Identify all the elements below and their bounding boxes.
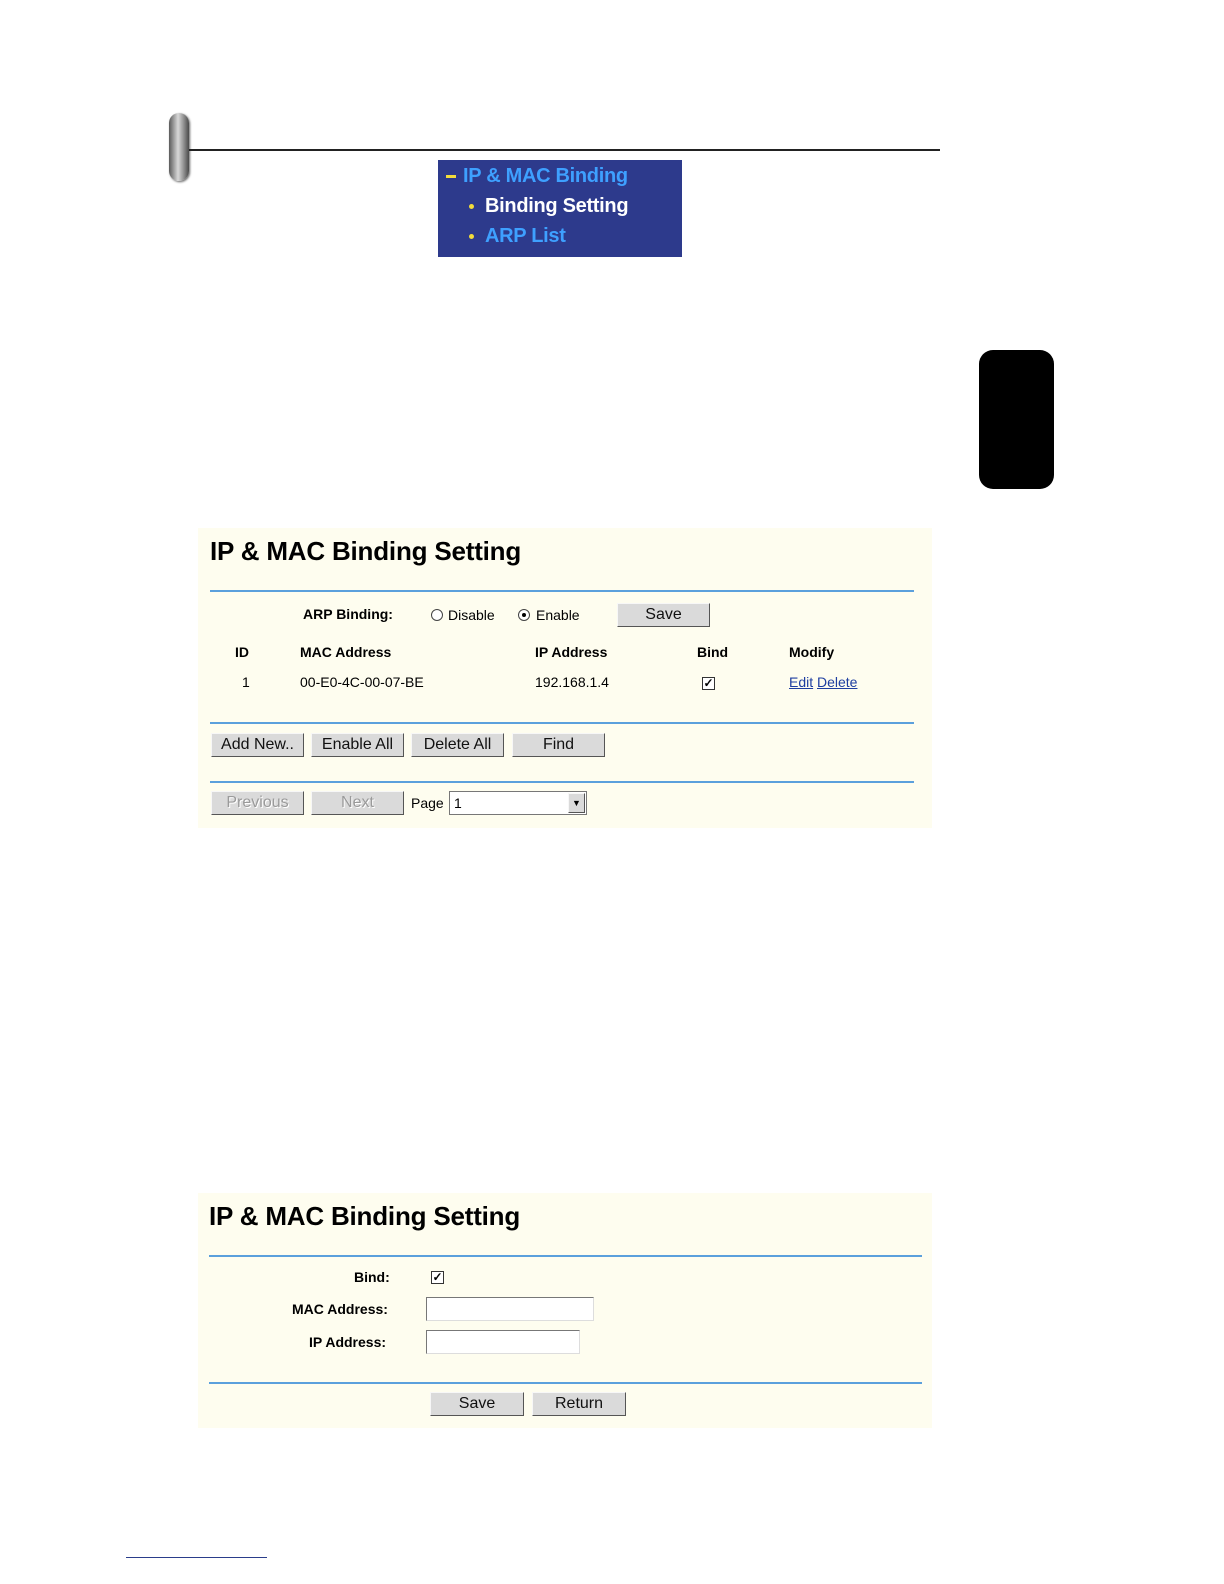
bullet-icon: [469, 204, 474, 209]
ip-address-input[interactable]: [426, 1330, 580, 1354]
dropdown-arrow-icon[interactable]: ▼: [568, 793, 585, 813]
find-button[interactable]: Find: [512, 733, 605, 757]
page-title: IP & MAC Binding Setting: [209, 1201, 521, 1231]
previous-page-button[interactable]: Previous: [211, 791, 304, 815]
column-header-id: ID: [235, 644, 249, 660]
arp-enable-label: Enable: [536, 607, 580, 623]
bullet-icon: [469, 234, 474, 239]
nav-menu: [438, 160, 682, 257]
row-mac-address: 00-E0-4C-00-07-BE: [300, 674, 424, 690]
save-button[interactable]: Save: [430, 1392, 524, 1416]
binding-setting-panel: [198, 528, 932, 828]
row-id: 1: [242, 674, 250, 690]
row-delete-link[interactable]: Delete: [817, 674, 858, 690]
collapse-dash-icon: [446, 175, 456, 178]
divider: [209, 1255, 922, 1257]
mac-address-label: MAC Address:: [292, 1301, 388, 1317]
row-bind-checkbox[interactable]: [702, 677, 715, 690]
row-edit-link[interactable]: Edit: [789, 674, 814, 690]
add-binding-panel: [198, 1193, 932, 1428]
row-ip-address: 192.168.1.4: [535, 674, 609, 690]
checkmark-icon: ✓: [432, 1270, 443, 1284]
column-header-ip: IP Address: [535, 644, 608, 660]
nav-item-label: Binding Setting: [485, 195, 629, 217]
divider: [210, 590, 914, 592]
nav-section-ip-mac-binding[interactable]: [446, 165, 628, 188]
return-button[interactable]: Return: [532, 1392, 626, 1416]
footer-divider: [126, 1557, 267, 1558]
bind-checkbox[interactable]: [431, 1271, 444, 1284]
add-new-button[interactable]: Add New..: [211, 733, 304, 757]
nav-item-label: ARP List: [485, 225, 566, 247]
nav-section-label: IP & MAC Binding: [463, 165, 628, 187]
delete-all-button[interactable]: Delete All: [411, 733, 504, 757]
column-header-bind: Bind: [697, 644, 729, 660]
column-header-mac: MAC Address: [300, 644, 392, 660]
next-page-button[interactable]: Next: [311, 791, 404, 815]
chapter-side-tab: [979, 350, 1054, 489]
divider: [210, 722, 914, 724]
arp-enable-radio[interactable]: [518, 609, 530, 621]
divider: [209, 1382, 922, 1384]
arp-binding-label: ARP Binding:: [303, 606, 393, 622]
page-label: Page: [411, 795, 444, 811]
checkmark-icon: ✓: [703, 676, 714, 690]
header-divider: [189, 149, 940, 151]
arp-disable-label: Disable: [448, 607, 495, 623]
ip-address-label: IP Address:: [309, 1334, 387, 1350]
page-title: IP & MAC Binding Setting: [210, 536, 522, 566]
nav-item-arp-list[interactable]: [469, 225, 566, 248]
arp-disable-radio[interactable]: [431, 609, 443, 621]
column-header-modify: Modify: [789, 644, 835, 660]
mac-address-input[interactable]: [426, 1297, 594, 1321]
nav-item-binding-setting[interactable]: [469, 195, 628, 218]
section-tab-marker: [169, 113, 189, 181]
arp-save-button[interactable]: Save: [617, 603, 710, 627]
divider: [210, 781, 914, 783]
bind-label: Bind:: [354, 1269, 390, 1285]
enable-all-button[interactable]: Enable All: [311, 733, 404, 757]
page-select-value: 1: [454, 795, 462, 811]
page-select[interactable]: [449, 791, 587, 815]
